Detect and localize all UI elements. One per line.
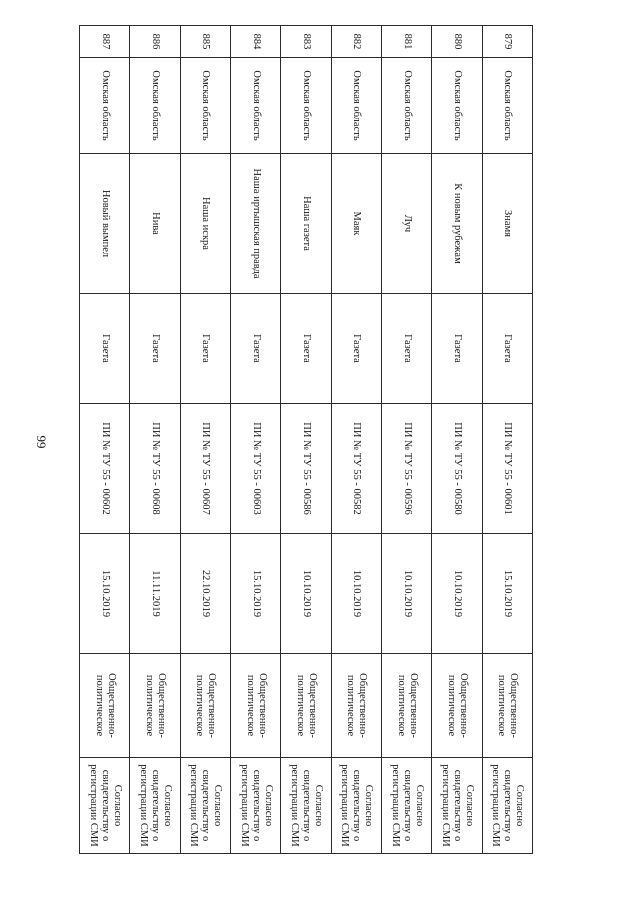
table-row (130, 26, 180, 854)
region-cell: Омская область (231, 58, 281, 154)
registry-table (79, 25, 533, 854)
registration-number-cell: ПИ № ТУ 55 - 00582 (331, 404, 381, 534)
topic-cell: Общественно-политическое (382, 654, 432, 758)
topic-cell: Общественно-политическое (482, 654, 532, 758)
type-cell: Газета (180, 294, 230, 404)
registration-number-cell: ПИ № ТУ 55 - 00607 (180, 404, 230, 534)
region-cell: Омская область (482, 58, 532, 154)
page-number: 99 (34, 435, 49, 449)
registration-number-cell: ПИ № ТУ 55 - 00580 (432, 404, 482, 534)
registration-number-cell: ПИ № ТУ 55 - 00602 (80, 404, 130, 534)
registry-table-container (79, 25, 533, 853)
registration-number-cell: ПИ № ТУ 55 - 00596 (382, 404, 432, 534)
note-cell: Согласно свидетельству о регистрации СМИ (482, 758, 532, 854)
type-cell: Газета (382, 294, 432, 404)
table-row (180, 26, 230, 854)
title-cell: Наша искра (180, 154, 230, 294)
region-cell: Омская область (432, 58, 482, 154)
title-cell: Знамя (482, 154, 532, 294)
row-number: 886 (130, 26, 180, 58)
row-number: 887 (80, 26, 130, 58)
registration-number-cell: ПИ № ТУ 55 - 00586 (281, 404, 331, 534)
region-cell: Омская область (80, 58, 130, 154)
date-cell: 10.10.2019 (432, 534, 482, 654)
row-number: 885 (180, 26, 230, 58)
note-cell: Согласно свидетельству о регистрации СМИ (80, 758, 130, 854)
region-cell: Омская область (180, 58, 230, 154)
topic-cell: Общественно-политическое (130, 654, 180, 758)
note-cell: Согласно свидетельству о регистрации СМИ (432, 758, 482, 854)
type-cell: Газета (432, 294, 482, 404)
type-cell: Газета (281, 294, 331, 404)
date-cell: 22.10.2019 (180, 534, 230, 654)
region-cell: Омская область (331, 58, 381, 154)
date-cell: 15.10.2019 (80, 534, 130, 654)
note-cell: Согласно свидетельству о регистрации СМИ (281, 758, 331, 854)
date-cell: 10.10.2019 (281, 534, 331, 654)
topic-cell: Общественно-политическое (80, 654, 130, 758)
row-number: 881 (382, 26, 432, 58)
date-cell: 15.10.2019 (482, 534, 532, 654)
title-cell: Наша иртышская правда (231, 154, 281, 294)
note-cell: Согласно свидетельству о регистрации СМИ (180, 758, 230, 854)
table-row (281, 26, 331, 854)
note-cell: Согласно свидетельству о регистрации СМИ (130, 758, 180, 854)
title-cell: К новым рубежам (432, 154, 482, 294)
topic-cell: Общественно-политическое (180, 654, 230, 758)
row-number: 882 (331, 26, 381, 58)
table-row (231, 26, 281, 854)
type-cell: Газета (331, 294, 381, 404)
region-cell: Омская область (281, 58, 331, 154)
note-cell: Согласно свидетельству о регистрации СМИ (331, 758, 381, 854)
type-cell: Газета (80, 294, 130, 404)
table-row (482, 26, 532, 854)
row-number: 880 (432, 26, 482, 58)
topic-cell: Общественно-политическое (331, 654, 381, 758)
title-cell: Новый вымпел (80, 154, 130, 294)
date-cell: 15.10.2019 (231, 534, 281, 654)
date-cell: 10.10.2019 (331, 534, 381, 654)
topic-cell: Общественно-политическое (231, 654, 281, 758)
note-cell: Согласно свидетельству о регистрации СМИ (231, 758, 281, 854)
title-cell: Нива (130, 154, 180, 294)
topic-cell: Общественно-политическое (281, 654, 331, 758)
title-cell: Маяк (331, 154, 381, 294)
region-cell: Омская область (130, 58, 180, 154)
type-cell: Газета (130, 294, 180, 404)
table-row (331, 26, 381, 854)
region-cell: Омская область (382, 58, 432, 154)
registration-number-cell: ПИ № ТУ 55 - 00601 (482, 404, 532, 534)
table-row (432, 26, 482, 854)
type-cell: Газета (482, 294, 532, 404)
note-cell: Согласно свидетельству о регистрации СМИ (382, 758, 432, 854)
topic-cell: Общественно-политическое (432, 654, 482, 758)
date-cell: 10.10.2019 (382, 534, 432, 654)
date-cell: 11.11.2019 (130, 534, 180, 654)
registration-number-cell: ПИ № ТУ 55 - 00608 (130, 404, 180, 534)
row-number: 879 (482, 26, 532, 58)
table-row (80, 26, 130, 854)
row-number: 884 (231, 26, 281, 58)
registration-number-cell: ПИ № ТУ 55 - 00603 (231, 404, 281, 534)
row-number: 883 (281, 26, 331, 58)
type-cell: Газета (231, 294, 281, 404)
table-row (382, 26, 432, 854)
title-cell: Луч (382, 154, 432, 294)
title-cell: Наша газета (281, 154, 331, 294)
